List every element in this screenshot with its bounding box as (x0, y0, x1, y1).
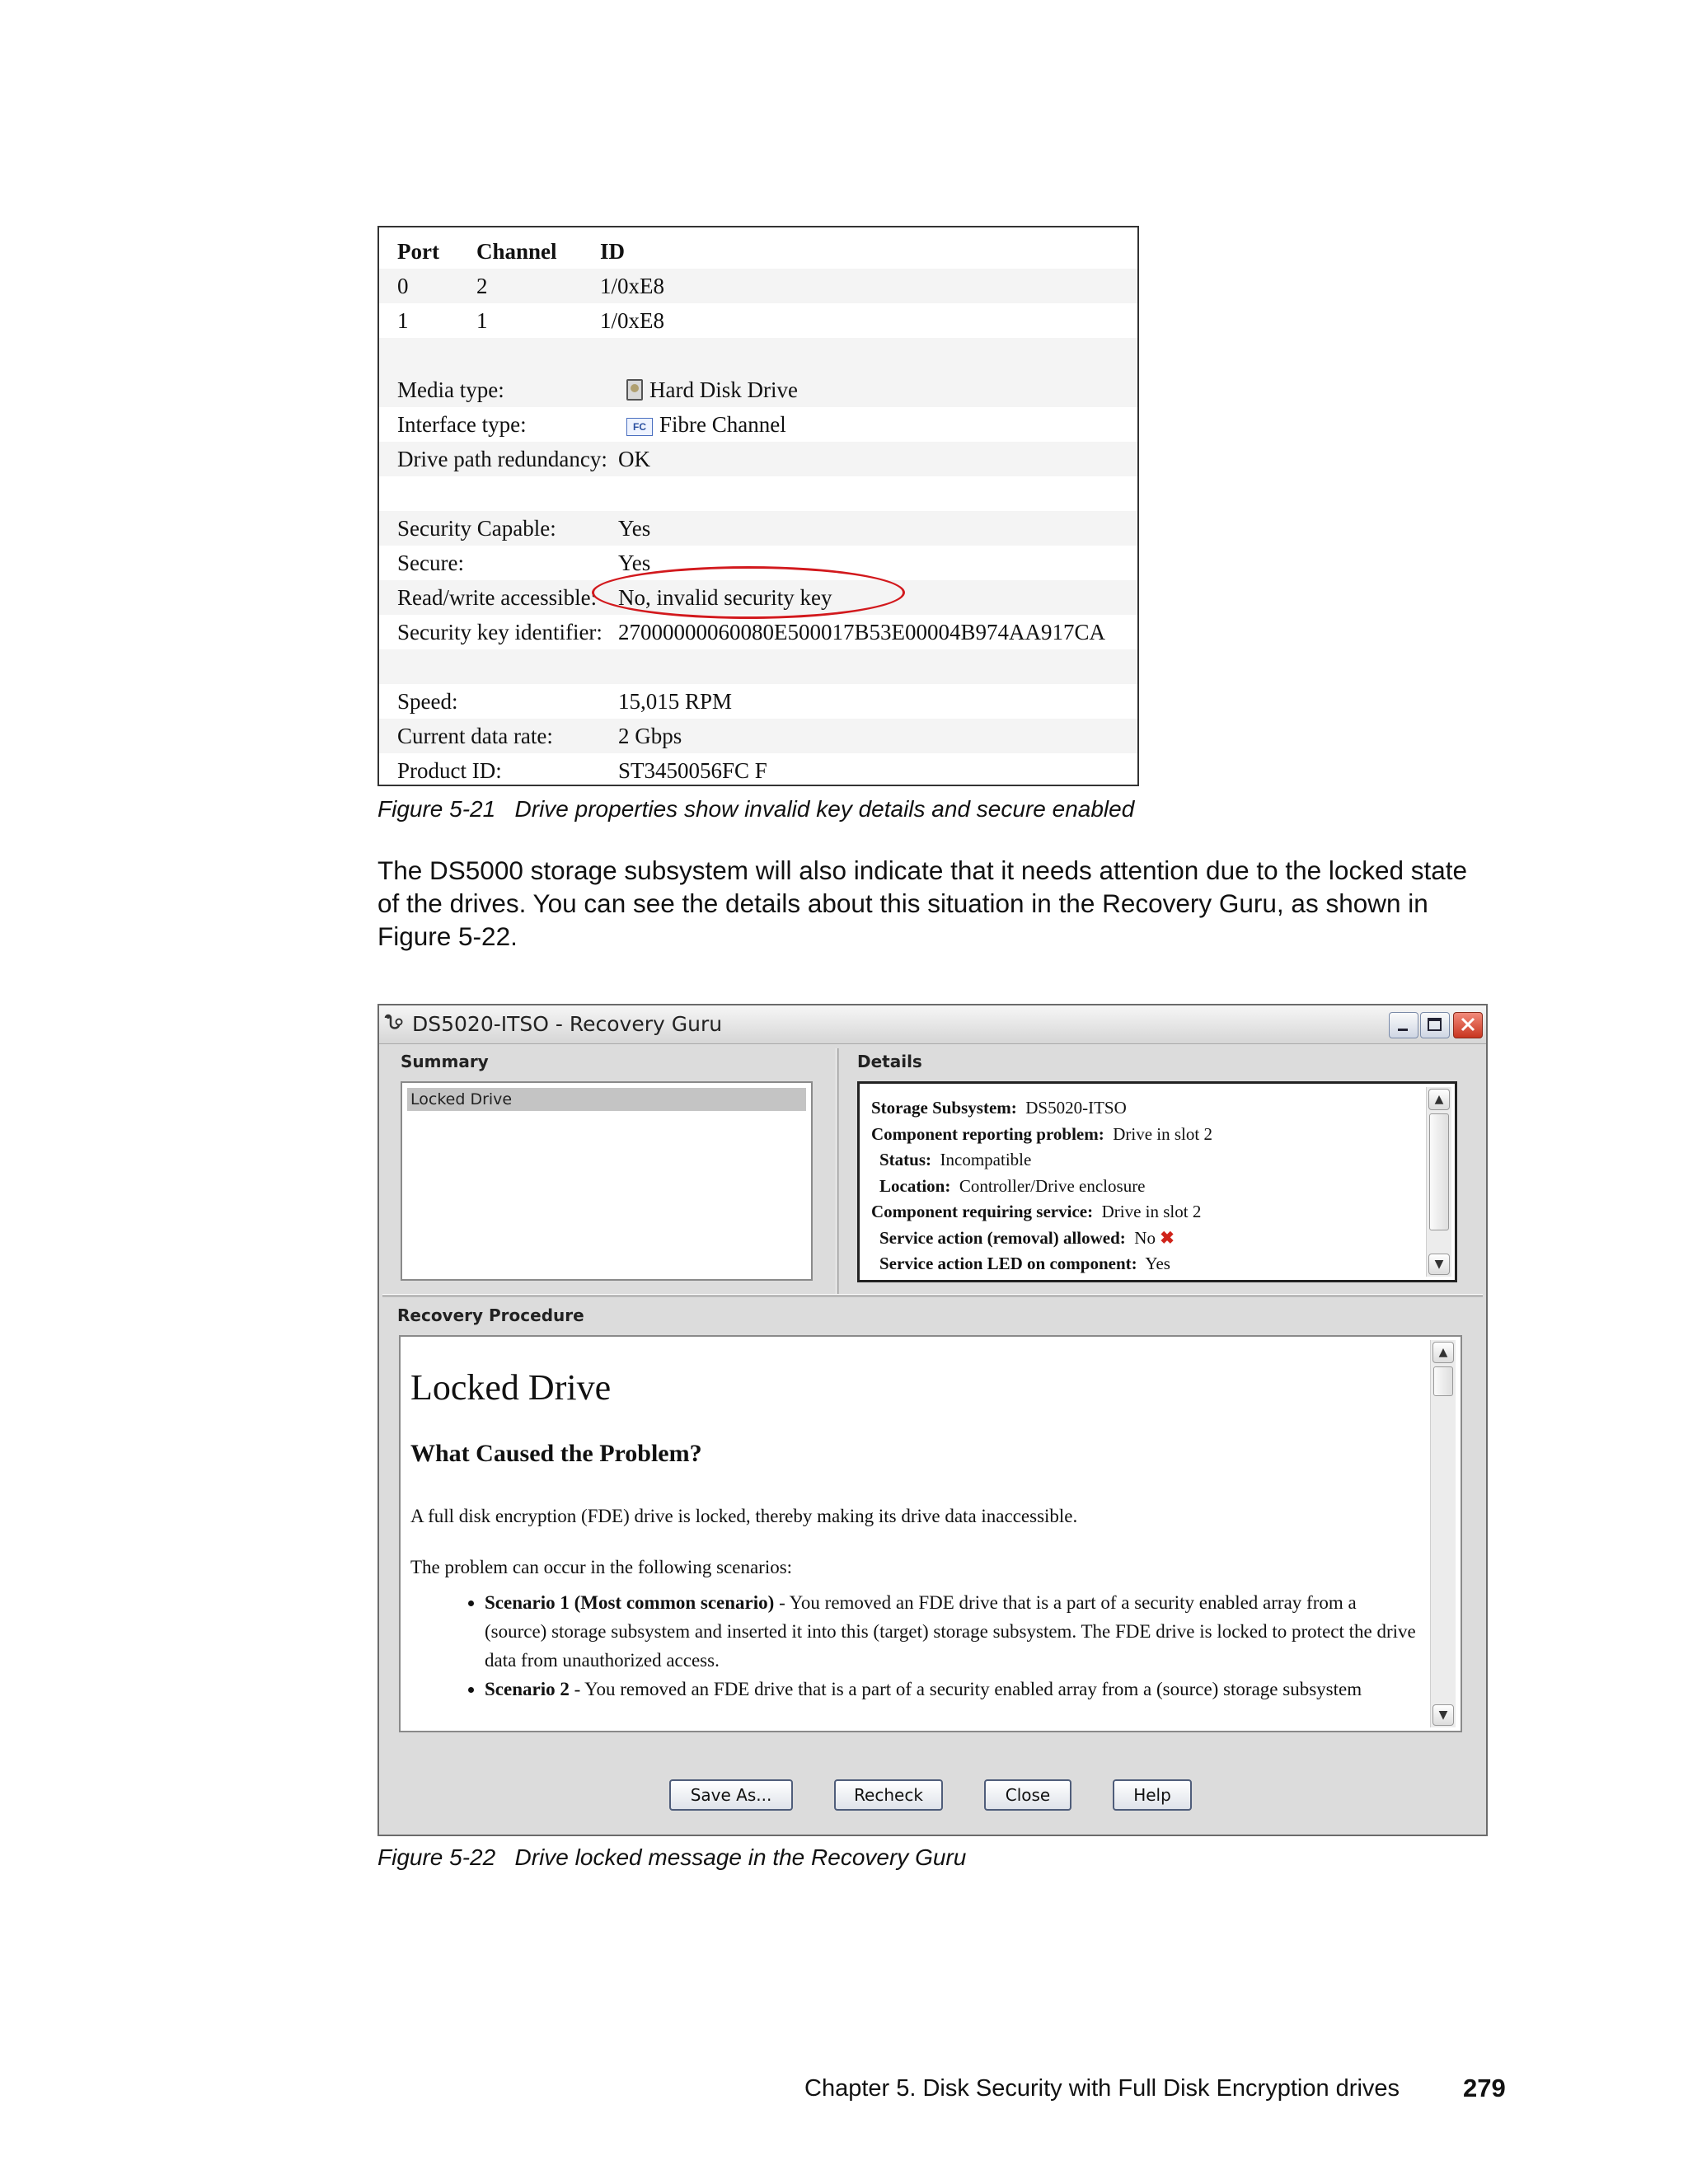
procedure-subtitle: What Caused the Problem? (410, 1440, 702, 1467)
recheck-button[interactable]: Recheck (834, 1779, 943, 1811)
scroll-thumb[interactable] (1429, 1113, 1449, 1230)
procedure-paragraph: A full disk encryption (FDE) drive is locked, thereby making its drive data inaccessible. (410, 1506, 1078, 1526)
data-rate-row (379, 719, 1137, 753)
redundancy-row (379, 442, 1137, 476)
media-type-value: Hard Disk Drive (649, 377, 798, 402)
scenario-title: Scenario 1 (Most common scenario) (485, 1592, 775, 1613)
secure-value: Yes (618, 551, 651, 575)
product-id-label: Product ID: (397, 758, 502, 783)
procedure-content (410, 1345, 1419, 1729)
figure-number: Figure 5-22 (377, 1844, 496, 1870)
procedure-title: Locked Drive (410, 1367, 612, 1408)
summary-item-locked-drive[interactable]: Locked Drive (407, 1088, 806, 1111)
save-as-button[interactable]: Save As... (669, 1779, 793, 1811)
secure-label: Secure: (397, 551, 464, 575)
channel-value: 1 (476, 308, 488, 333)
read-write-label: Read/write accessible: (397, 585, 598, 610)
interface-type-label: Interface type: (397, 412, 527, 437)
detail-key: Service action (removal) allowed: (879, 1227, 1126, 1248)
figure-caption-text: Drive properties show invalid key details and secure enabled (514, 796, 1135, 822)
body-paragraph: The DS5000 storage subsystem will also indicate that it needs attention due to the locked state of the drives. You can see the details about this situation in the Recovery Guru, as shown in Figure 5-22. (377, 855, 1468, 951)
close-window-button[interactable] (1453, 1012, 1483, 1038)
detail-value: Yes (1145, 1254, 1170, 1273)
detail-row (871, 1147, 1418, 1174)
product-id-value: ST3450056FC F (618, 758, 767, 783)
detail-key: Location: (879, 1175, 951, 1196)
summary-label: Summary (401, 1052, 489, 1071)
spacer-row (379, 338, 1137, 373)
close-button[interactable]: Close (984, 1779, 1071, 1811)
speed-value: 15,015 RPM (618, 689, 733, 714)
security-capable-row (379, 511, 1137, 546)
splitter-vertical[interactable] (836, 1048, 839, 1296)
close-icon (1454, 1013, 1482, 1038)
ports-header-row (379, 234, 1137, 269)
detail-row (871, 1095, 1418, 1122)
scenario-list (410, 1588, 1419, 1704)
page-number: 279 (1463, 2074, 1506, 2102)
speed-row (379, 684, 1137, 719)
product-id-row (379, 753, 1137, 788)
port-header: Port (397, 239, 439, 264)
id-value: 1/0xE8 (600, 308, 664, 333)
detail-value: DS5020-ITSO (1025, 1098, 1127, 1118)
detail-row (871, 1199, 1418, 1226)
channel-value: 2 (476, 274, 488, 298)
scenario-text: - You removed an FDE drive that is a part of a security enabled array from a (source) storage subsystem and inserted it into this (target) storage subsystem. The FDE drive is locked to protect the drive data from unauthorized access. (485, 1592, 1416, 1671)
detail-key: Status: (879, 1150, 932, 1169)
security-key-label: Security key identifier: (397, 620, 603, 644)
details-panel (857, 1081, 1457, 1282)
detail-row (871, 1174, 1418, 1200)
recovery-procedure-label: Recovery Procedure (397, 1305, 584, 1325)
detail-value: Incompatible (940, 1150, 1032, 1169)
detail-key: Service action LED on component: (879, 1254, 1137, 1273)
port-value: 1 (397, 308, 409, 333)
fibre-channel-icon: FC (626, 418, 653, 436)
redundancy-value: OK (618, 447, 650, 471)
procedure-scrollbar[interactable] (1430, 1340, 1456, 1727)
security-key-row (379, 615, 1137, 649)
detail-key: Component requiring service: (871, 1202, 1094, 1221)
drive-properties-panel (377, 226, 1139, 786)
detail-key: Component reporting problem: (871, 1123, 1104, 1144)
splitter-horizontal[interactable] (382, 1294, 1483, 1297)
recovery-procedure-panel (399, 1335, 1462, 1732)
interface-type-value-wrap (626, 407, 786, 442)
minimize-button[interactable] (1389, 1012, 1418, 1038)
recovery-guru-window (377, 1004, 1488, 1836)
scroll-thumb[interactable] (1433, 1366, 1453, 1396)
interface-type-value: Fibre Channel (659, 412, 786, 437)
scroll-down-icon[interactable]: ▼ (1432, 1704, 1454, 1726)
security-capable-label: Security Capable: (397, 516, 556, 541)
figure-caption-text: Drive locked message in the Recovery Guru (514, 1844, 967, 1870)
redundancy-label: Drive path redundancy: (397, 447, 607, 471)
list-item (485, 1588, 1419, 1675)
speed-label: Speed: (397, 689, 458, 714)
highlight-oval (592, 566, 905, 619)
detail-key: Storage Subsystem: (871, 1098, 1017, 1118)
title-bar[interactable] (379, 1005, 1486, 1044)
x-mark-icon: ✖ (1160, 1227, 1175, 1248)
maximize-button[interactable] (1420, 1012, 1450, 1038)
port-row (379, 303, 1137, 338)
minimize-icon (1390, 1013, 1418, 1038)
port-row (379, 269, 1137, 303)
figure-caption (377, 1844, 966, 1871)
data-rate-value: 2 Gbps (618, 724, 682, 748)
port-value: 0 (397, 274, 409, 298)
channel-header: Channel (476, 239, 557, 264)
spacer-row (379, 649, 1137, 684)
scenario-text: - You removed an FDE drive that is a part of a security enabled array from a (source) storage subsystem (569, 1679, 1362, 1699)
figure-number: Figure 5-21 (377, 796, 496, 822)
details-label: Details (857, 1052, 922, 1071)
procedure-paragraph: The problem can occur in the following scenarios: (410, 1557, 793, 1577)
details-content (871, 1095, 1418, 1278)
maximize-icon (1421, 1013, 1449, 1038)
details-scrollbar[interactable] (1426, 1087, 1451, 1277)
scroll-up-icon[interactable]: ▲ (1428, 1089, 1450, 1110)
scroll-down-icon[interactable]: ▼ (1428, 1254, 1450, 1275)
security-key-value: 27000000060080E500017B53E00004B974AA917CA (618, 620, 1106, 644)
detail-row (871, 1251, 1418, 1277)
id-header: ID (600, 239, 626, 264)
detail-value: No (1134, 1227, 1156, 1248)
list-item (485, 1675, 1419, 1704)
media-type-label: Media type: (397, 377, 504, 402)
scenario-title: Scenario 2 (485, 1679, 570, 1699)
media-type-row (379, 373, 1137, 407)
detail-row (871, 1226, 1418, 1252)
detail-value: Drive in slot 2 (1113, 1123, 1212, 1144)
read-write-value: No, invalid security key (618, 585, 832, 610)
help-button[interactable]: Help (1113, 1779, 1192, 1811)
figure-caption (377, 796, 1134, 823)
interface-type-row (379, 407, 1137, 442)
summary-list[interactable] (401, 1081, 813, 1281)
window-title: DS5020-ITSO - Recovery Guru (412, 1012, 723, 1036)
security-capable-value: Yes (618, 516, 651, 541)
id-value: 1/0xE8 (600, 274, 664, 298)
chapter-footer: Chapter 5. Disk Security with Full Disk Encryption drives (804, 2075, 1400, 2102)
scroll-up-icon[interactable]: ▲ (1432, 1342, 1454, 1363)
detail-row (871, 1122, 1418, 1148)
recovery-guru-icon (382, 1013, 406, 1036)
detail-value: Drive in slot 2 (1101, 1202, 1202, 1221)
media-type-value-wrap (626, 373, 798, 407)
spacer-row (379, 476, 1137, 511)
data-rate-label: Current data rate: (397, 724, 553, 748)
hard-disk-icon (626, 379, 643, 401)
detail-value: Controller/Drive enclosure (959, 1175, 1146, 1196)
